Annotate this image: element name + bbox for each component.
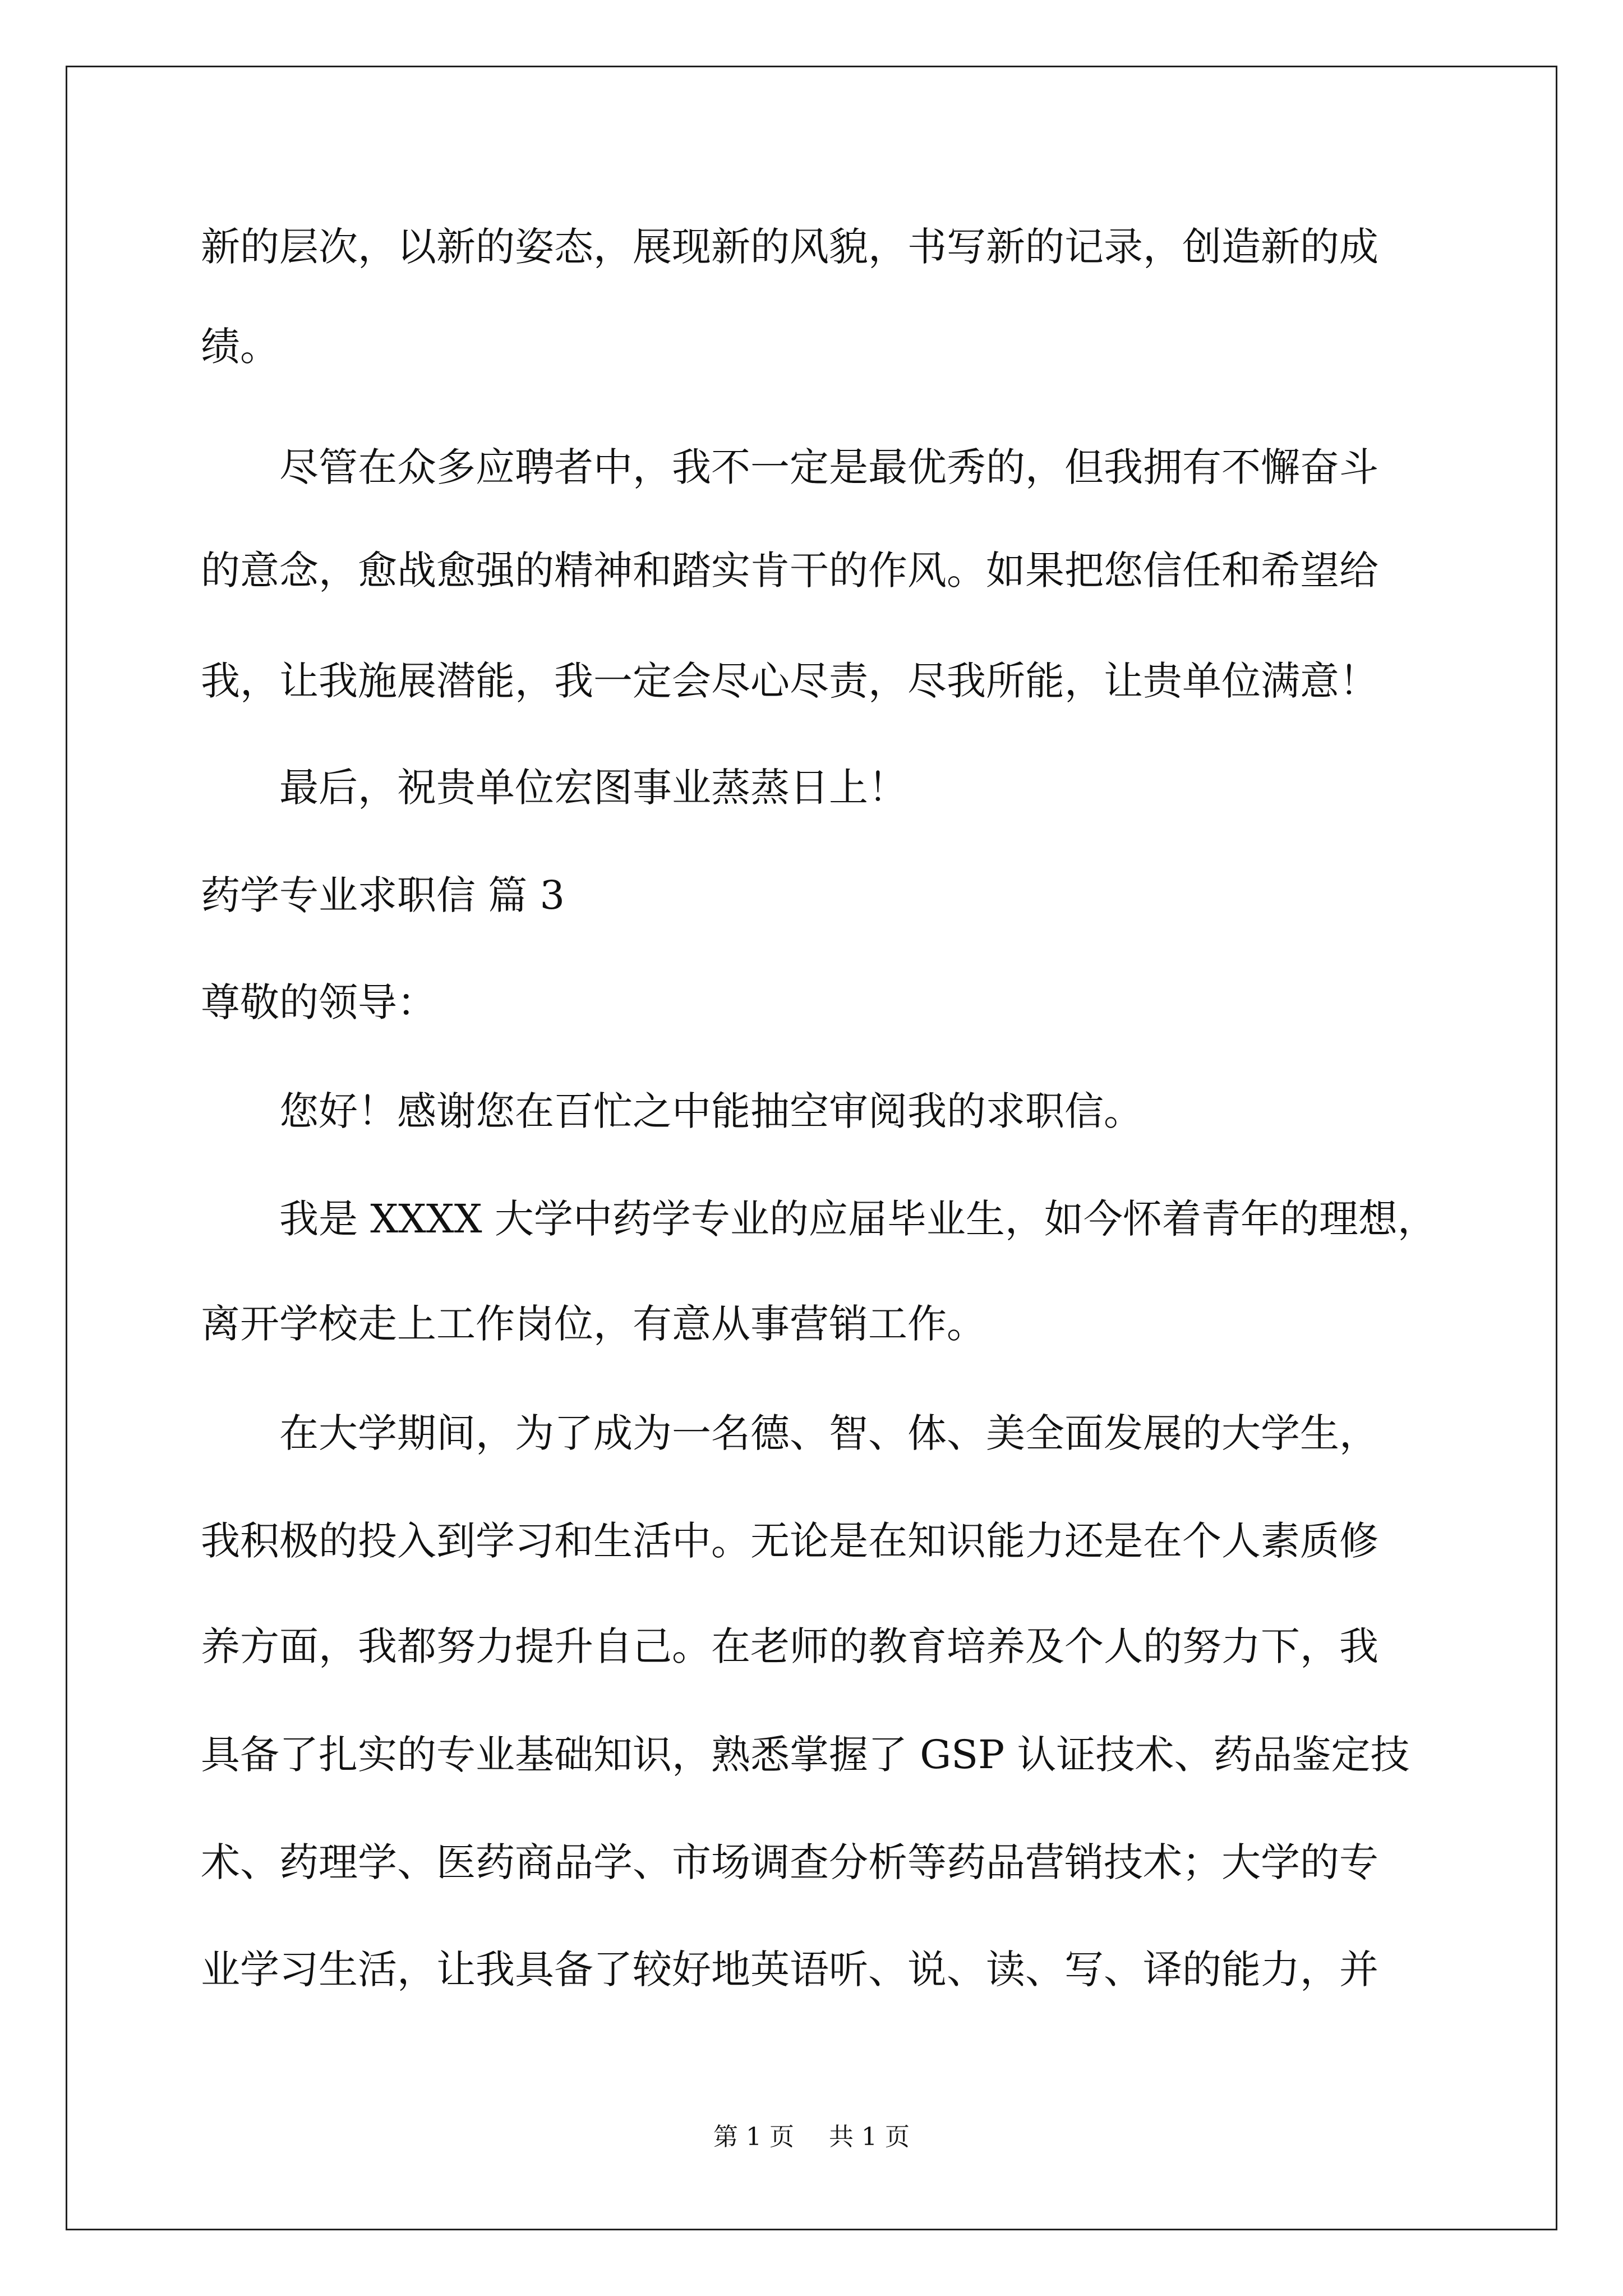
text-line: 具备了扎实的专业基础知识，熟悉掌握了 GSP 认证技术、药品鉴定技 <box>201 1732 1410 1778</box>
text-line: 您好！感谢您在百忙之中能抽空审阅我的求职信。 <box>279 1088 1143 1134</box>
page-total: 共 1 页 <box>829 2123 910 2151</box>
text-line: 在大学期间，为了成为一名德、智、体、美全面发展的大学生， <box>279 1410 1378 1456</box>
text-line: 术、药理学、医药商品学、市场调查分析等药品营销技术；大学的专 <box>201 1839 1378 1885</box>
salutation: 尊敬的领导： <box>201 979 436 1025</box>
text-line: 我是 XXXX 大学中药学专业的应届毕业生，如今怀着青年的理想， <box>279 1196 1437 1242</box>
page-frame <box>66 66 1557 2230</box>
text-line: 的意念，愈战愈强的精神和踏实肯干的作风。如果把您信任和希望给 <box>201 547 1378 593</box>
page-footer <box>0 2125 1623 2150</box>
text-line: 养方面，我都努力提升自己。在老师的教育培养及个人的努力下，我 <box>201 1623 1378 1669</box>
text-line: 我，让我施展潜能，我一定会尽心尽责，尽我所能，让贵单位满意！ <box>201 658 1378 704</box>
section-heading: 药学专业求职信 篇 3 <box>201 872 565 918</box>
text-line: 尽管在众多应聘者中，我不一定是最优秀的，但我拥有不懈奋斗 <box>279 444 1378 490</box>
page-number: 第 1 页 <box>713 2123 794 2151</box>
text-line: 我积极的投入到学习和生活中。无论是在知识能力还是在个人素质修 <box>201 1518 1378 1564</box>
text-line: 离开学校走上工作岗位，有意从事营销工作。 <box>201 1301 986 1347</box>
text-line: 新的层次，以新的姿态，展现新的风貌，书写新的记录，创造新的成 <box>201 224 1378 270</box>
text-line: 绩。 <box>201 324 279 370</box>
text-line: 最后，祝贵单位宏图事业蒸蒸日上！ <box>279 765 907 811</box>
text-line: 业学习生活，让我具备了较好地英语听、说、读、写、译的能力，并 <box>201 1947 1378 1993</box>
